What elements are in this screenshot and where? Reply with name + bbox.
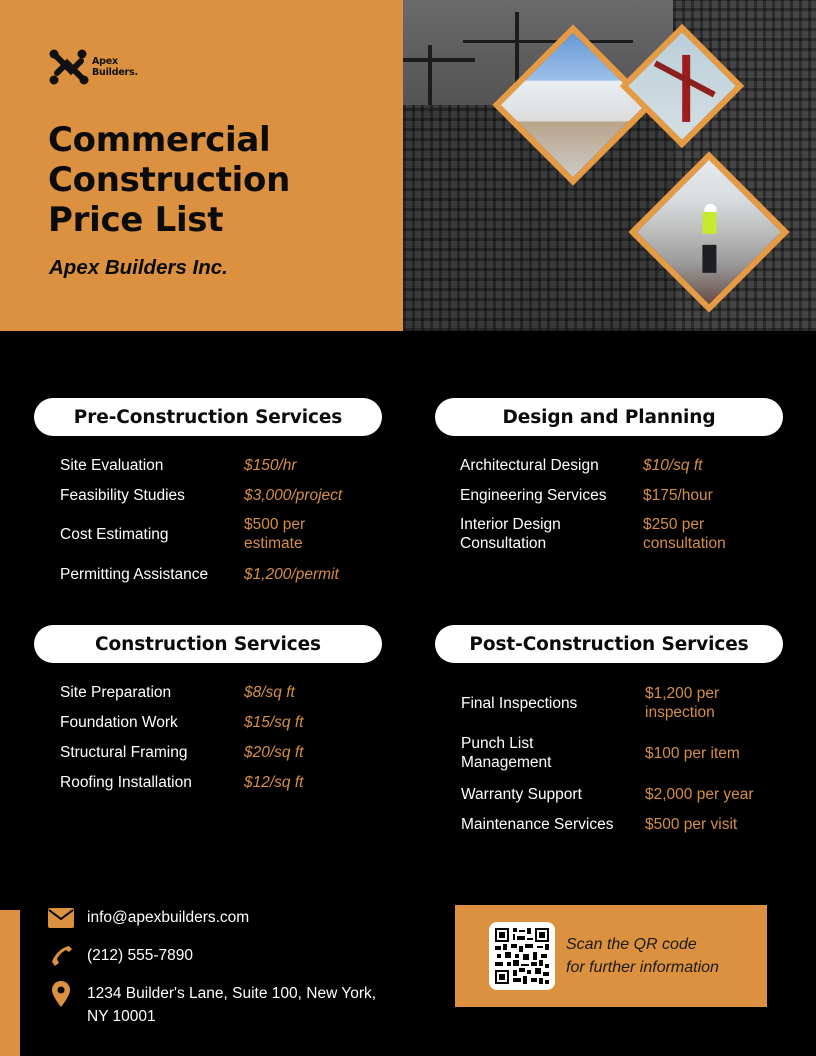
service-price: $10/sq ft	[643, 456, 703, 474]
service-price	[645, 684, 719, 722]
price-line-2: consultation	[643, 535, 726, 552]
hero-panel	[0, 0, 403, 331]
company-name: Apex Builders Inc.	[49, 256, 228, 279]
title-line-1: Commercial	[48, 120, 271, 160]
price-row	[34, 510, 382, 558]
service-name: Structural Framing	[60, 743, 188, 761]
service-line-2: Consultation	[460, 535, 547, 552]
service-price	[643, 515, 726, 553]
phone-number[interactable]: (212) 555-7890	[87, 947, 193, 964]
service-name: Architectural Design	[460, 456, 599, 474]
service-price: $8/sq ft	[244, 683, 295, 701]
service-name: Maintenance Services	[461, 815, 614, 833]
service-name	[435, 734, 645, 772]
service-name: Permitting Assistance	[60, 565, 209, 583]
service-price: $100 per item	[645, 744, 740, 762]
price-row	[435, 779, 783, 809]
price-row	[34, 737, 382, 767]
photo-collage	[403, 0, 816, 331]
qr-caption-line-2: for further information	[566, 959, 719, 976]
background-crane-2	[428, 45, 432, 105]
page-title	[48, 120, 388, 240]
price-row	[435, 727, 783, 779]
logo-line-2: Builders.	[92, 67, 138, 78]
service-name: Warranty Support	[461, 785, 582, 803]
service-name: Cost Estimating	[60, 525, 169, 543]
section-design-planning	[435, 398, 783, 558]
address-line-1: 1234 Builder's Lane, Suite 100, New York,	[87, 985, 377, 1002]
service-name	[435, 515, 643, 553]
price-row	[34, 450, 382, 480]
footer-accent-bar	[0, 910, 20, 1056]
price-line-2: estimate	[244, 535, 303, 552]
service-price: $500 per visit	[645, 815, 738, 833]
service-price: $3,000/project	[244, 486, 343, 504]
price-row	[34, 707, 382, 737]
section-header: Post-Construction Services	[435, 625, 783, 663]
section-pre-construction	[34, 398, 382, 590]
service-price: $15/sq ft	[244, 713, 304, 731]
service-name: Roofing Installation	[60, 773, 192, 791]
service-price: $150/hr	[244, 456, 297, 474]
address-line-2: NY 10001	[87, 1008, 156, 1025]
price-row	[435, 809, 783, 839]
price-line-2: inspection	[645, 704, 715, 721]
contact-address	[48, 982, 376, 1028]
service-price: $2,000 per year	[645, 785, 754, 803]
background-crane-jib	[463, 40, 633, 43]
service-price: $1,200/permit	[244, 565, 339, 583]
contact-email	[48, 906, 249, 930]
logo-line-1: Apex	[92, 56, 118, 67]
section-header: Design and Planning	[435, 398, 783, 436]
service-name: Final Inspections	[461, 694, 578, 712]
qr-caption-line-1: Scan the QR code	[566, 936, 697, 953]
address	[87, 982, 376, 1028]
section-header: Pre-Construction Services	[34, 398, 382, 436]
qr-code[interactable]	[489, 922, 555, 990]
interlocking-knot-icon	[49, 47, 89, 87]
price-row	[34, 677, 382, 707]
price-row	[435, 450, 783, 480]
service-name: Site Preparation	[60, 683, 172, 701]
email-link[interactable]: info@apexbuilders.com	[87, 909, 250, 926]
service-name: Foundation Work	[60, 713, 178, 731]
service-price: $20/sq ft	[244, 743, 304, 761]
phone-icon	[48, 944, 74, 968]
section-header: Construction Services	[34, 625, 382, 663]
qr-caption	[566, 933, 719, 979]
price-line-1: $250 per	[643, 516, 705, 533]
map-pin-icon	[48, 982, 74, 1006]
contact-phone	[48, 944, 193, 968]
service-price: $175/hour	[643, 486, 713, 504]
title-line-3: Price List	[48, 200, 224, 240]
service-line-1: Punch List	[461, 735, 534, 752]
price-row	[34, 480, 382, 510]
price-line-1: $1,200 per	[645, 685, 720, 702]
qr-callout	[455, 905, 767, 1007]
envelope-icon	[48, 906, 74, 930]
service-price: $12/sq ft	[244, 773, 304, 791]
service-line-1: Interior Design	[460, 516, 561, 533]
service-name: Site Evaluation	[60, 456, 164, 474]
section-post-construction	[435, 625, 783, 839]
company-logo	[49, 47, 138, 87]
price-row	[34, 558, 382, 590]
price-row	[435, 679, 783, 727]
service-name: Engineering Services	[460, 486, 607, 504]
service-price	[244, 515, 305, 553]
qr-code-icon	[495, 928, 549, 984]
service-name: Feasibility Studies	[60, 486, 185, 504]
background-crane-2-jib	[403, 58, 475, 62]
section-construction	[34, 625, 382, 797]
price-row	[435, 510, 783, 558]
price-line-1: $500 per	[244, 516, 306, 533]
logo-wordmark	[92, 56, 138, 78]
service-line-2: Management	[461, 754, 552, 771]
price-row	[435, 480, 783, 510]
title-line-2: Construction	[48, 160, 291, 200]
price-row	[34, 767, 382, 797]
